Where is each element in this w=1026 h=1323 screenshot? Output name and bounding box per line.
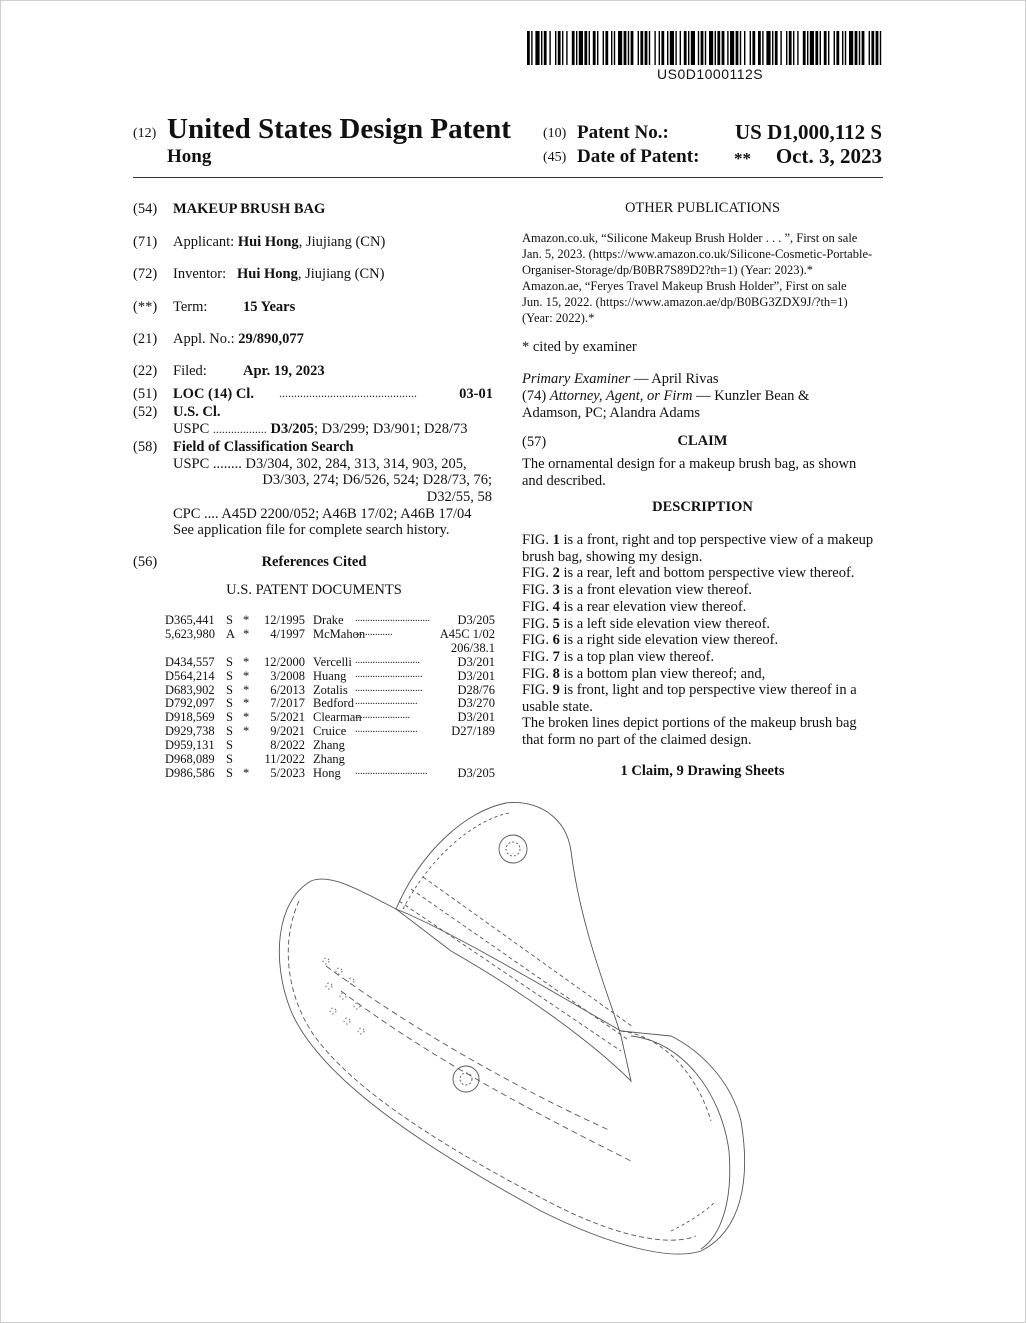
figure-description [522,649,714,666]
barcode [527,31,885,65]
references-title: References Cited [261,554,367,570]
field-code: (71) [133,234,158,250]
filed-value: Apr. 19, 2023 [243,363,325,379]
fig-prefix: FIG. [522,632,553,649]
barcode-bar [803,31,806,65]
uspc-rest: ; D3/299; D3/901; D28/73 [314,421,468,437]
reference-row [165,766,495,780]
reference-kind: S [226,765,233,780]
reference-row [165,627,495,641]
barcode-bar [691,31,695,65]
uspc-main: D3/205 [270,421,315,437]
fig-text: is a bottom plan view thereof; and, [559,665,766,682]
patent-no-label: Patent No.: [577,122,669,143]
reference-star: * [243,682,250,697]
uspc-dots: .................. [212,422,267,436]
publication-line: Jan. 5, 2023. (https://www.amazon.co.uk/Silicone-Cosmetic-Portable- [522,247,873,261]
fig-prefix: FIG. [522,582,553,599]
barcode-bar [744,31,745,65]
reference-date: 12/2000 [264,654,305,669]
barcode-bar [876,31,879,65]
reference-cls: D28/76 [457,682,495,697]
reference-cls: 206/38.1 [450,640,495,655]
reference-kind: S [226,738,233,753]
barcode-bar [654,31,655,65]
barcode-bar [815,31,818,65]
barcode-bar [775,31,778,65]
reference-row [165,696,495,710]
reference-date: 5/2021 [270,710,305,725]
reference-date: 4/1997 [270,626,305,641]
barcode-bar [824,31,827,65]
reference-kind: S [226,696,233,711]
date-code: (45) [543,150,567,165]
field-code: (**) [133,299,158,315]
description-title: DESCRIPTION [652,499,753,515]
barcode-bar [597,31,598,65]
barcode-bar [717,31,720,65]
barcode-bar [649,31,650,65]
barcode-bar [544,31,547,65]
barcode-bar [558,31,561,65]
dash: — [692,388,715,404]
reference-dots: ........................... [355,682,423,694]
attorney [522,388,809,405]
claim-text [522,456,883,490]
barcode-bar [740,31,741,65]
reference-dots: ............................. [355,765,428,777]
reference-star: * [243,710,250,725]
inventor-surname: Hong [167,146,212,167]
term-label: Term: [173,299,208,315]
snap-button-front [453,1066,479,1092]
figure-description-continued: usable state. [522,699,593,715]
barcode-bar [584,31,587,65]
reference-kind: S [226,752,233,766]
barcode-bar [772,31,773,65]
reference-date: 7/2017 [270,696,305,711]
barcode-number: US0D1000112S [657,66,764,82]
barcode-bar [736,31,739,65]
reference-cls: D3/270 [457,696,495,711]
claim-text-line1: The ornamental design for a makeup brush bag, as shown [522,456,857,472]
reference-name: Cruice [313,724,347,739]
barcode-bar [576,31,577,65]
barcode-bar [871,31,874,65]
barcode-bar [566,31,567,65]
reference-num: D683,902 [165,682,215,697]
reference-star: * [243,626,250,641]
attorney-line1: Kunzler Bean & [714,388,810,404]
figure-description [522,632,778,649]
applicant-text [173,234,385,251]
barcode-bar [849,31,853,65]
reference-num: 5,623,980 [165,626,215,641]
figure-description [522,682,857,699]
term-value: 15 Years [243,299,296,315]
barcode-bar [828,31,829,65]
figure-description-continued: brush bag, showing my design. [522,548,703,565]
barcode-bar [705,31,706,65]
us-cl-label: U.S. Cl. [173,404,221,420]
reference-date: 11/2022 [264,752,305,766]
fig-text: is a left side elevation view thereof. [559,615,771,632]
field-code: (56) [133,554,158,570]
barcode-bar [855,31,858,65]
reference-cls: A45C 1/02 [439,626,495,641]
figure-description [522,666,765,683]
barcode-bar [698,31,699,65]
reference-cls: D3/201 [457,710,495,725]
fig-text: is a front, right and top perspective view of a makeup [559,532,874,548]
barcode-bar [727,31,728,65]
fig-number: 9 [552,682,560,699]
reference-row [165,669,495,683]
barcode-bar [527,31,530,65]
barcode-bar [593,31,596,65]
barcode-bar [750,31,751,65]
flap-outline [396,802,631,1081]
makeup-brush-bag-drawing [251,791,771,1271]
fig-text: is a right side elevation view thereof. [559,632,779,649]
reference-star: * [243,613,250,627]
reference-date: 3/2008 [270,668,305,683]
barcode-bar [845,31,846,65]
reference-kind: S [226,668,233,683]
inventor-location: , Jiujiang (CN) [297,266,385,282]
reference-name: Hong [313,765,341,780]
reference-cls: D3/205 [457,613,495,627]
filed-label: Filed: [173,363,207,379]
barcode-bar [820,31,821,65]
fig-text: is a rear, left and bottom perspective view thereof. [559,565,855,582]
barcode-bar [688,31,689,65]
broken-lines-line2: that form no part of the claimed design. [522,732,752,748]
barcode-bar [758,31,761,65]
barcode-bar [810,31,814,65]
publication-line: (Year: 2022).* [522,311,595,325]
barcode-bar [614,31,615,65]
reference-dots: ............... [355,626,393,638]
inventor-name: Hui Hong [237,266,298,282]
barcode-bar [618,31,622,65]
barcode-bar [780,31,781,65]
field-search-label: Field of Classification Search [173,439,354,455]
fig-prefix: FIG. [522,665,553,682]
reference-name: Clearman [313,710,362,725]
reference-row [165,724,495,738]
reference-name: Drake [313,613,344,627]
barcode-bar [555,31,556,65]
publication-line: Organiser-Storage/dp/B0BR7S89D2?th=1) (Year: 2023).* [522,263,814,277]
barcode-bar [836,31,839,65]
reference-num: D959,131 [165,738,215,753]
barcode-bar [579,31,583,65]
barcode-bar [715,31,716,65]
barcode-bar [730,31,734,65]
barcode-bar [862,31,865,65]
reference-dots: ...................... [355,710,410,722]
reference-star: * [243,724,250,739]
reference-cls: D27/189 [451,724,495,739]
barcode-bar [605,31,608,65]
reference-date: 6/2013 [270,682,305,697]
field-code: (21) [133,331,158,347]
fig-prefix: FIG. [522,615,553,632]
date-label: Date of Patent: [577,146,700,167]
claim-line [522,456,883,473]
dash: — [630,371,652,387]
field-code: (54) [133,201,158,217]
barcode-bar [631,31,634,65]
claim-code: (57) [522,434,547,450]
fig-prefix: FIG. [522,648,553,665]
reference-name: Zhang [313,738,345,753]
reference-date: 5/2023 [270,765,305,780]
inventor-text [173,266,384,283]
claims-drawings-summary: 1 Claim, 9 Drawing Sheets [620,763,785,779]
fig-number: 6 [552,632,560,649]
reference-dots: ........................... [355,668,423,680]
field-code: (52) [133,404,158,420]
field-code: (51) [133,386,158,402]
search-uspc-line1: USPC ........ D3/304, 302, 284, 313, 314, 903, 205, [173,456,467,472]
reference-star: * [243,668,250,683]
appl-no-label: Appl. No.: [173,331,235,347]
barcode-bar [842,31,843,65]
primary-examiner-label: Primary Examiner [522,371,631,387]
search-note: See application file for complete search history. [173,522,450,538]
reference-num: D434,557 [165,654,215,669]
reference-date: 9/2021 [270,724,305,739]
reference-name: Bedford [313,696,354,711]
fig-number: 8 [552,665,560,682]
reference-num: D792,097 [165,696,215,711]
field-code: (74) [522,388,547,404]
barcode-bar [628,31,629,65]
barcode-bar [793,31,794,65]
field-code: (72) [133,266,158,282]
snap-button-top [499,835,527,863]
claim-text-line2: and described. [522,473,606,489]
fig-text: is a rear elevation view thereof. [559,598,747,615]
fig-number: 2 [552,565,560,582]
patent-date: Oct. 3, 2023 [775,144,882,168]
reference-row [165,710,495,724]
body-outline [279,879,744,1254]
barcode-bar [797,31,798,65]
barcode-bar [752,31,755,65]
reference-row [165,641,495,655]
search-cpc-line: CPC .... A45D 2200/052; A46B 17/02; A46B 17/04 [173,506,472,522]
reference-name: Vercelli [313,654,352,669]
figure-description [522,582,752,599]
barcode-bar [789,31,792,65]
barcode-bar [549,31,550,65]
reference-kind: S [226,613,233,627]
reference-date: 12/1995 [264,613,305,627]
barcode-bar [589,31,590,65]
reference-row [165,752,495,766]
barcode-bar [645,31,648,65]
appl-no-value: 29/890,077 [238,331,304,347]
reference-name: McMahon [313,626,366,641]
reference-star: * [243,765,250,780]
primary-examiner-name: April Rivas [651,371,719,387]
barcode-bar [869,31,870,65]
barcode-bar [807,31,808,65]
reference-kind: S [226,710,233,725]
applicant-label: Applicant: [173,234,235,250]
primary-examiner [522,371,719,388]
reference-dots: ......................... [355,724,418,736]
reference-row [165,738,495,752]
attorney-line2: Adamson, PC; Alandra Adams [522,405,701,421]
fig-prefix: FIG. [522,565,553,582]
barcode-bar [638,31,639,65]
patent-number: US D1,000,112 S [734,120,882,144]
figure-description [522,565,854,582]
reference-star: * [243,654,250,669]
barcode-bar [684,31,687,65]
fig-number: 5 [552,615,560,632]
other-publications [522,230,883,326]
figure-description [522,616,770,633]
field-code: (58) [133,439,158,455]
barcode-bar [859,31,860,65]
barcode-bar [603,31,604,65]
reference-date: 8/2022 [270,738,305,753]
figure-description [522,599,746,616]
reference-num: D929,738 [165,724,215,739]
barcode-bar [834,31,835,65]
barcode-bar [667,31,668,65]
loc-label: LOC (14) Cl. [173,386,254,402]
publication-line: Amazon.co.uk, “Silicone Makeup Brush Holder . . . ”, First on sale [522,231,858,245]
figure-description [522,532,873,549]
barcode-bar [661,31,664,65]
barcode-bar [670,31,674,65]
header-rule [133,177,883,178]
fig-number: 3 [552,582,560,599]
barcode-bar [611,31,612,65]
kind-code: (12) [133,126,157,141]
publication-line: Jun. 15, 2022. (https://www.amazon.ae/dp/B0BG3ZDX9J/?th=1) [522,295,848,309]
reference-kind: S [226,724,233,739]
barcode-bar [531,31,532,65]
reference-kind: A [226,626,236,641]
fig-prefix: FIG. [522,682,553,699]
publication-line: Amazon.ae, “Feryes Travel Makeup Brush Holder”, First on sale [522,279,847,293]
cited-by-examiner-note: * cited by examiner [522,339,637,355]
loc-value: 03-01 [459,386,493,402]
date-marker: ** [734,149,751,168]
barcode-bar [541,31,542,65]
perforation-dots [323,958,364,1034]
search-uspc-line2: D3/303, 274; D6/526, 524; D28/73, 76; [262,472,492,488]
applicant-name: Hui Hong [237,234,299,250]
reference-num: D968,089 [165,752,215,766]
claim-title: CLAIM [677,433,728,449]
barcode-bar [766,31,770,65]
barcode-bar [880,31,881,65]
fig-number: 7 [552,648,560,665]
reference-row [165,683,495,697]
barcode-bar [562,31,563,65]
inventor-label: Inventor: [173,266,227,282]
reference-num: D564,214 [165,668,215,683]
loc-dots: .............................................. [279,386,417,400]
references-subtitle: U.S. PATENT DOCUMENTS [226,582,402,598]
field-code: (22) [133,363,158,379]
reference-num: D918,569 [165,710,215,725]
barcode-bar [640,31,643,65]
patent-no-code: (10) [543,126,567,141]
reference-name: Zotalis [313,682,348,697]
fig-prefix: FIG. [522,598,553,615]
fig-text: is a top plan view thereof. [559,648,715,665]
fig-number: 1 [552,532,560,548]
barcode-bar [709,31,713,65]
reference-row [165,613,495,627]
fig-number: 4 [552,598,560,615]
reference-star: * [243,696,250,711]
barcode-bar [675,31,676,65]
barcode-bar [786,31,787,65]
barcode-bar [762,31,763,65]
appl-no-text [173,331,304,348]
fig-prefix: FIG. [522,532,553,548]
reference-dots: .......................... [355,654,420,666]
reference-name: Zhang [313,752,345,766]
reference-kind: S [226,682,233,697]
reference-num: D986,586 [165,765,215,780]
reference-num: D365,441 [165,613,215,627]
design-title: MAKEUP BRUSH BAG [173,201,326,217]
reference-row [165,655,495,669]
patent-title: United States Design Patent [167,113,511,145]
reference-cls: D3/201 [457,668,495,683]
barcode-bar [701,31,704,65]
reference-name: Huang [313,668,347,683]
fig-text: is front, light and top perspective view thereof in a [559,682,857,699]
barcode-bar [659,31,660,65]
broken-lines-line1: The broken lines depict portions of the makeup brush bag [522,715,857,731]
search-uspc-line3: D32/55, 58 [426,489,492,505]
barcode-bar [722,31,725,65]
us-cl-uspc [173,421,468,438]
reference-kind: S [226,654,233,669]
applicant-location: , Jiujiang (CN) [298,234,386,250]
other-publications-title: OTHER PUBLICATIONS [624,200,781,216]
barcode-bar [535,31,539,65]
reference-cls: D3/201 [457,654,495,669]
barcode-bar [572,31,575,65]
barcode-bar [624,31,627,65]
uspc-label: USPC [173,421,210,437]
reference-dots: .............................. [355,613,430,624]
fig-text: is a front elevation view thereof. [559,582,752,599]
attorney-label: Attorney, Agent, or Firm [549,388,693,404]
reference-cls: D3/205 [457,765,495,780]
reference-dots: ......................... [355,696,418,708]
barcode-bar [680,31,681,65]
